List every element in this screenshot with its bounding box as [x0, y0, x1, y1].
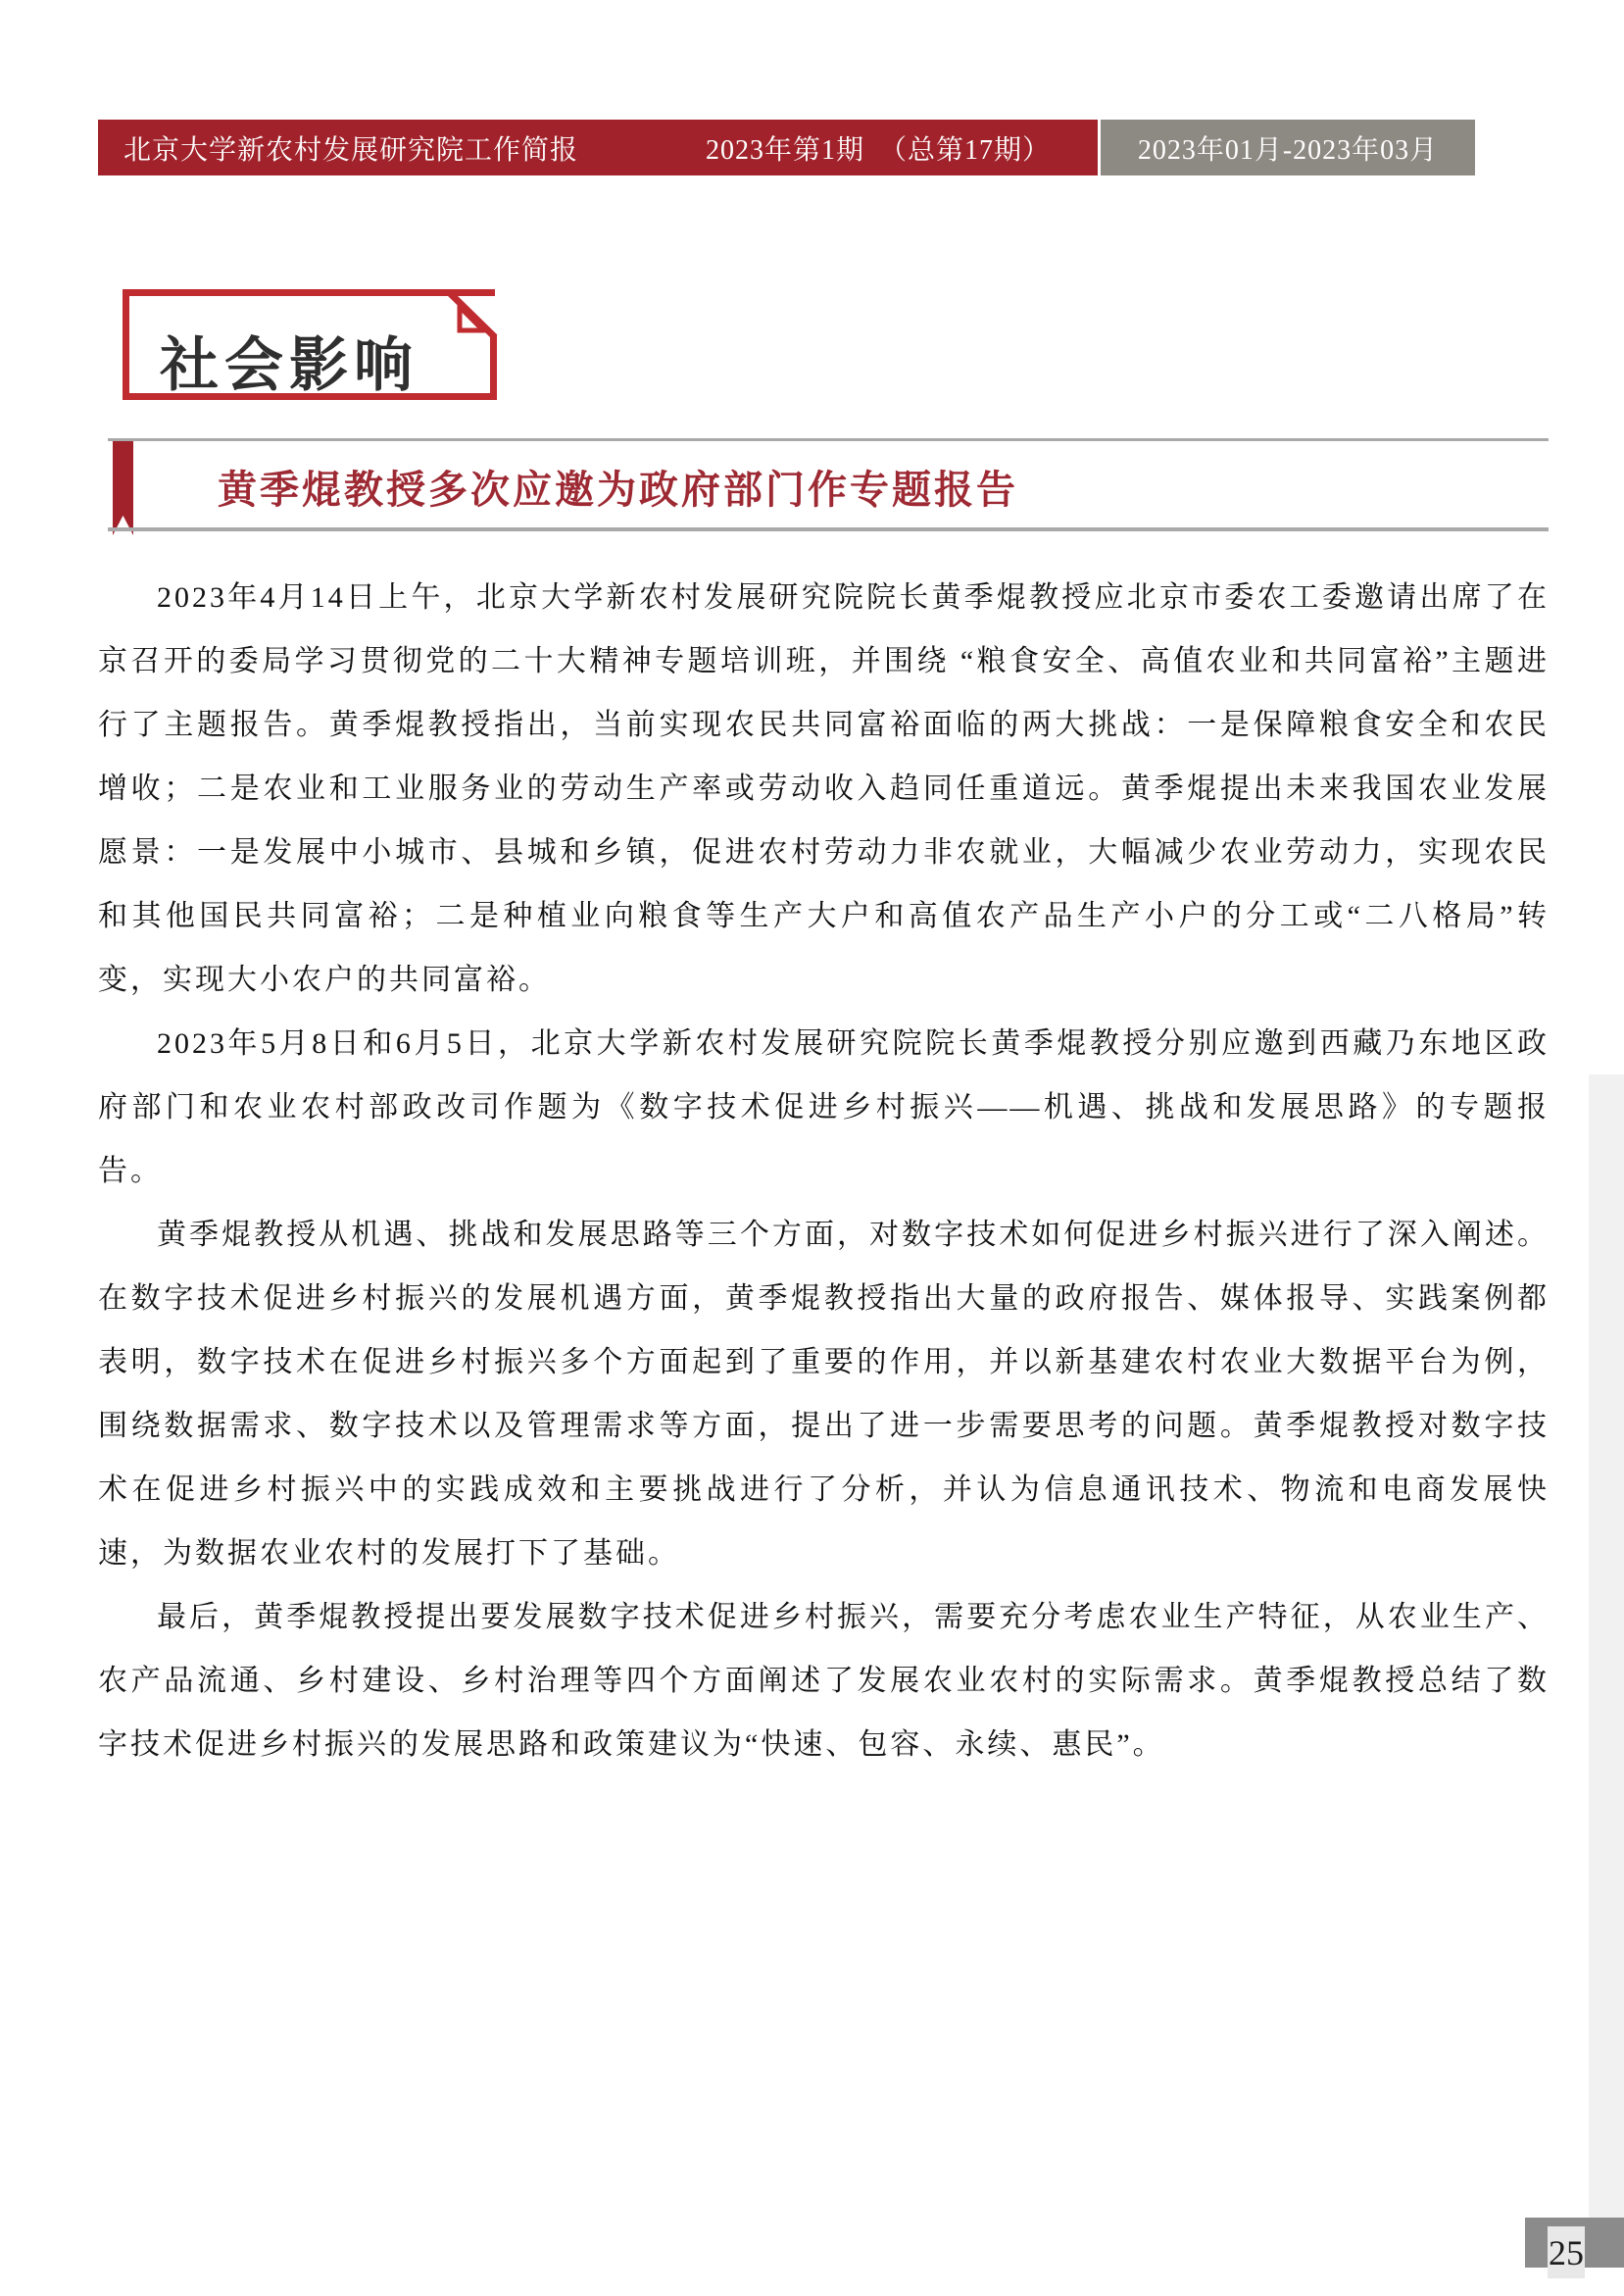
header-bar-gray [1101, 120, 1475, 175]
paragraph-4: 最后，黄季焜教授提出要发展数字技术促进乡村振兴，需要充分考虑农业生产特征，从农业生产、农产品流通、乡村建设、乡村治理等四个方面阐述了发展农业农村的实际需求。黄季焜教授总结了数字技术促进乡村振兴的发展思路和政策建议为“快速、包容、永续、惠民”。 [98, 1601, 1550, 1761]
paragraph-3: 黄季焜教授从机遇、挑战和发展思路等三个方面，对数字技术如何促进乡村振兴进行了深入阐述。在数字技术促进乡村振兴的发展机遇方面，黄季焜教授指出大量的政府报告、媒体报导、实践案例都表明，数字技术在促进乡村振兴多个方面起到了重要的作用，并以新基建农村农业大数据平台为例，围绕数据需求、数字技术以及管理需求等方面，提出了进一步需要思考的问题。黄季焜教授对数字技术在促进乡村振兴中的实践成效和主要挑战进行了分析，并认为信息通讯技术、物流和电商发展快速，为数据农业农村的发展打下了基础。 [98, 1219, 1550, 1570]
section-title: 社会影响 [160, 332, 418, 398]
bulletin-title: 北京大学新农村发展研究院工作简报 [123, 134, 579, 166]
paragraph-2: 2023年5月8日和6月5日，北京大学新农村发展研究院院长黄季焜教授分别应邀到西藏乃东地区政府部门和农业农村部政改司作题为《数字技术促进乡村振兴——机遇、挑战和发展思路》的专题报告。 [98, 1027, 1550, 1187]
page-number: 25 [1549, 2232, 1584, 2272]
issue-number: 2023年第1期 （总第17期） [705, 134, 1051, 166]
page-number-box [1548, 2226, 1585, 2278]
article-body [98, 566, 1550, 1776]
headline-rule-top [108, 438, 1549, 441]
bookmark-ribbon-icon [113, 441, 133, 535]
headline-rule-bottom [108, 527, 1549, 531]
article-headline: 黄季焜教授多次应邀为政府部门作专题报告 [218, 469, 1018, 512]
issue-period: 2023年01月-2023年03月 [1137, 134, 1439, 166]
paragraph-1: 2023年4月14日上午，北京大学新农村发展研究院院长黄季焜教授应北京市委农工委邀请出席了在京召开的委局学习贯彻党的二十大精神专题培训班，并围绕 “粮食安全、高值农业和共同富裕”主题进行了主题报告。黄季焜教授指出，当前实现农民共同富裕面临的两大挑战：一是保障粮食安全和农民增收；二是农业和工业服务业的劳动生产率或劳动收入趋同任重道远。黄季焜提出未来我国农业发展愿景：一是发展中小城市、县城和乡镇，促进农村劳动力非农就业，大幅减少农业劳动力，实现农民和其他国民共同富裕；二是种植业向粮食等生产大户和高值农产品生产小户的分工或“二八格局”转变，实现大小农户的共同富裕。 [98, 581, 1550, 996]
header-bar-red [98, 120, 1098, 175]
section-title-box [123, 289, 500, 400]
page-edge-strip [1589, 1074, 1624, 2245]
